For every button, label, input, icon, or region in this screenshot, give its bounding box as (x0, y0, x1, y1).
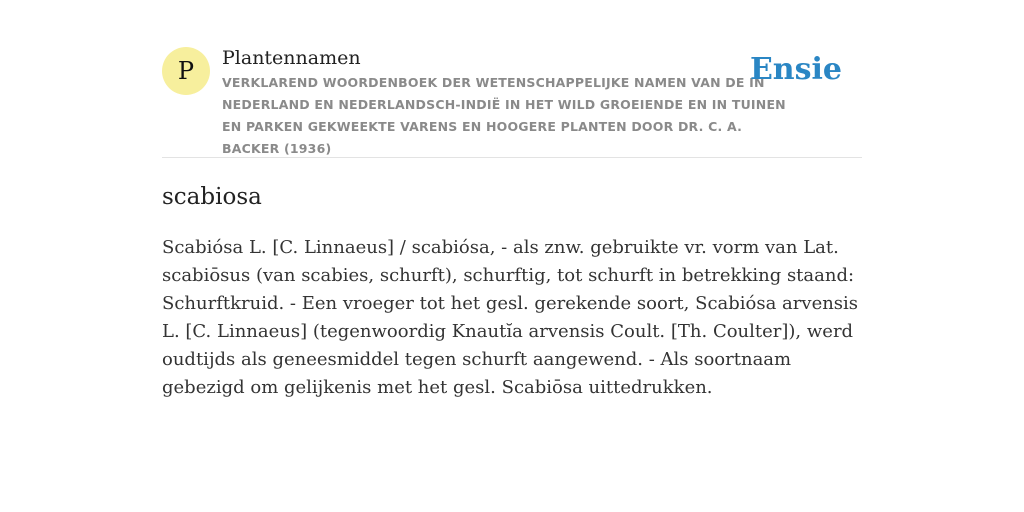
source-avatar: P (162, 47, 210, 95)
source-header (162, 44, 862, 158)
source-description: VERKLAREND WOORDENBOEK DER WETENSCHAPPELIJKE NAMEN VAN DE IN NEDERLAND EN NEDERLANDSCH-INDIË IN HET WILD GROEIENDE EN IN TUINEN EN PARKEN GEKWEEKTE VARENS EN HOOGERE PLANTEN DOOR DR. C. A. BACKER (1936) (222, 75, 786, 156)
entry-headword: scabiosa (162, 184, 262, 210)
entry-definition: Scabiósa L. [C. Linnaeus] / scabiósa, - als znw. gebruikte vr. vorm van Lat. scabiōsus (van scabies, schurft), schurftig, tot schurft in betrekking staand: Schurftkruid. - Een vroeger tot het gesl. gerekende soort, Scabiósa arvensis L. [C. Linnaeus] (tegenwoordig Knautĭa arvensis Coult. [Th. Coulter]), werd oudtijds als geneesmiddel tegen schurft aangewend. - Als soortnaam gebezigd om gelijkenis met het gesl. Scabiōsa uittedrukken. (162, 237, 859, 398)
ensie-logo-link[interactable]: Ensie (749, 52, 842, 87)
source-title[interactable]: Plantennamen (222, 47, 361, 69)
